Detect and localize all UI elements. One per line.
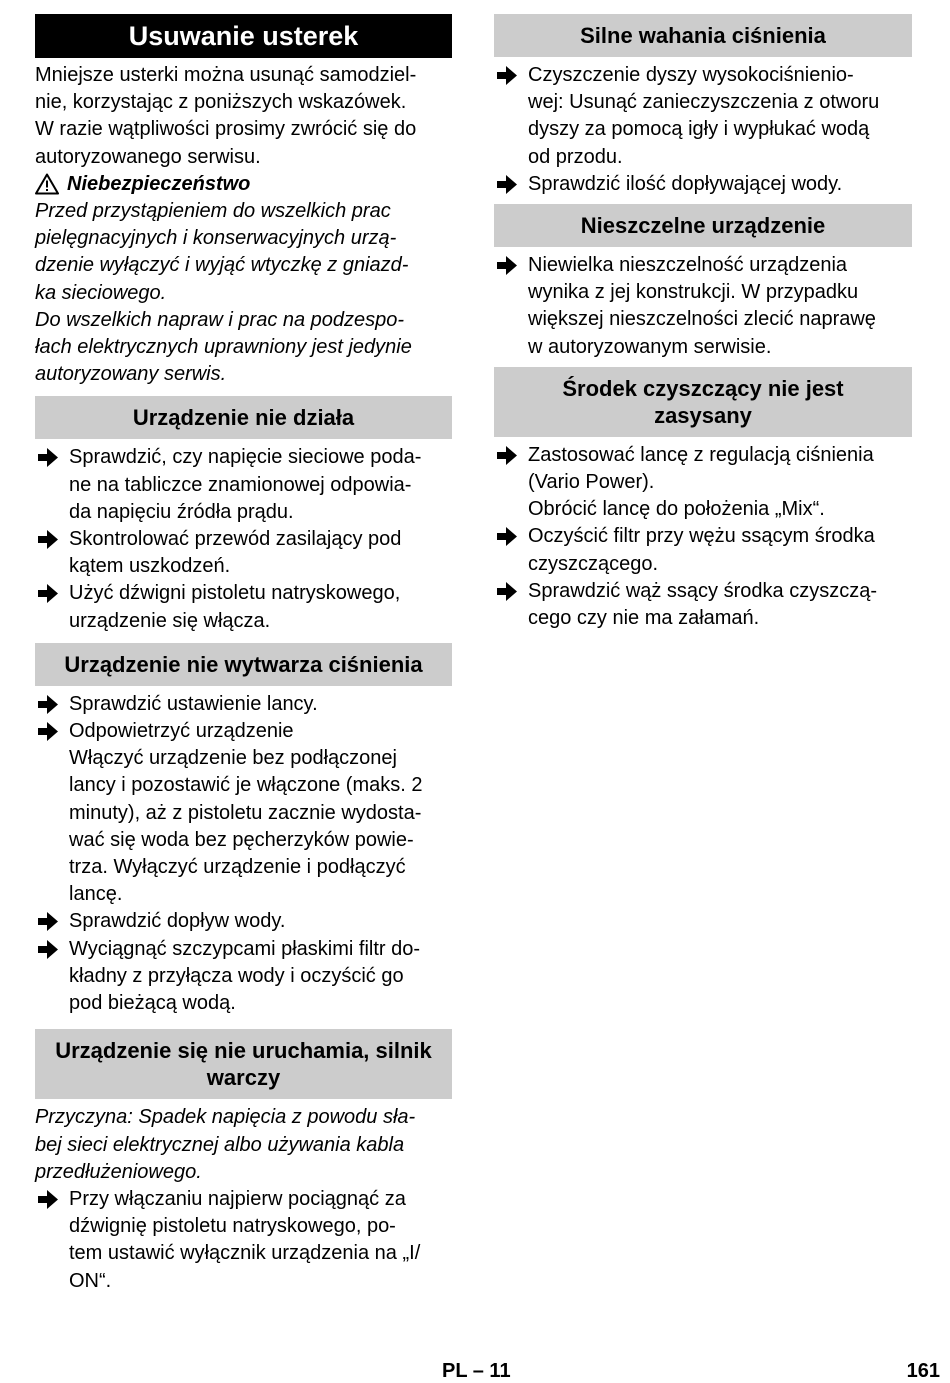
text-line: ON“.	[69, 1269, 112, 1292]
text-line: autoryzowany serwis.	[35, 363, 227, 386]
list-item	[494, 62, 912, 171]
arrow-right-icon	[35, 908, 61, 935]
text-line: kątem uszkodzeń.	[69, 555, 231, 578]
text-line: cego czy nie ma załamań.	[528, 607, 760, 630]
section-heading-no-pressure: Urządzenie nie wytwarza ciśnienia	[35, 643, 452, 686]
text-line: Niewielka nieszczelność urządzenia	[528, 254, 848, 277]
section-heading-detergent-not-sucked	[494, 367, 912, 437]
heading-line: zasysany	[654, 402, 752, 428]
arrow-right-icon	[494, 578, 520, 605]
text-line: w autoryzowanym serwisie.	[528, 335, 772, 358]
text-line: W razie wątpliwości prosimy zwrócić się do	[35, 118, 417, 141]
arrow-right-icon	[494, 442, 520, 469]
text-line: dzenie wyłączyć i wyjąć wtyczkę z gniazd-	[35, 254, 409, 277]
text-line: (Vario Power).	[528, 471, 655, 494]
text-line: Do wszelkich napraw i prac na podzespo-	[35, 308, 405, 331]
section-heading-not-working: Urządzenie nie działa	[35, 396, 452, 439]
text-line: wać się woda bez pęcherzyków powie-	[69, 828, 414, 851]
text-line: Włączyć urządzenie bez podłączonej	[69, 747, 397, 770]
text-line: pod bieżącą wodą.	[69, 992, 236, 1015]
section-leaking-device-list	[494, 252, 912, 361]
section-heading-motor-hums	[35, 1029, 452, 1099]
text-line: nie, korzystając z poniższych wskazówek.	[35, 91, 407, 114]
danger-label: Niebezpieczeństwo	[67, 172, 251, 195]
footer-page-number: 161	[906, 1360, 940, 1382]
list-item	[494, 171, 912, 198]
list-item	[35, 908, 452, 935]
arrow-right-icon	[494, 171, 520, 198]
section-heading-pressure-fluctuations: Silne wahania ciśnienia	[494, 14, 912, 57]
text-line: Oczyścić filtr przy wężu ssącym środka	[528, 525, 875, 548]
heading-line: Urządzenie się nie uruchamia, silnik	[55, 1038, 432, 1064]
text-line: da napięciu źródła prądu.	[69, 500, 294, 523]
cause-text	[35, 1104, 452, 1186]
text-line: bej sieci elektrycznej albo używania kabla	[35, 1133, 405, 1156]
section-no-pressure-list	[35, 691, 452, 1017]
footer-language-page: PL – 11	[442, 1360, 511, 1382]
arrow-right-icon	[35, 444, 61, 471]
text-line: od przodu.	[528, 145, 623, 168]
text-line: kładny z przyłącza wody i oczyścić go	[69, 964, 404, 987]
heading-line: Środek czyszczący nie jest	[562, 375, 844, 401]
list-item	[35, 936, 452, 1018]
list-item	[35, 1186, 452, 1295]
section-motor-hums-list	[35, 1186, 452, 1295]
text-line: lancę.	[69, 883, 123, 906]
text-line: Przed przystąpieniem do wszelkich prac	[35, 200, 391, 223]
text-line: dźwignię pistoletu natryskowego, po-	[69, 1215, 396, 1238]
text-line: ka sieciowego.	[35, 281, 167, 304]
arrow-right-icon	[35, 526, 61, 553]
text-line: większej nieszczelności zlecić naprawę	[528, 308, 876, 331]
danger-text	[35, 198, 452, 388]
text-line: łach elektrycznych uprawniony jest jedynie	[35, 336, 412, 359]
text-line: czyszczącego.	[528, 552, 659, 575]
text-line: Sprawdzić ilość dopływającej wody.	[528, 172, 843, 195]
list-item	[35, 691, 452, 718]
text-line: Użyć dźwigni pistoletu natryskowego,	[69, 582, 401, 605]
text-line: Przy włączaniu najpierw pociągnąć za	[69, 1187, 406, 1210]
list-item	[35, 580, 452, 634]
list-item	[494, 252, 912, 361]
text-line: Skontrolować przewód zasilający pod	[69, 528, 402, 551]
page-title: Usuwanie usterek	[35, 14, 452, 58]
right-column	[494, 14, 912, 632]
arrow-right-icon	[494, 523, 520, 550]
arrow-right-icon	[35, 718, 61, 745]
arrow-right-icon	[35, 1186, 61, 1213]
list-item	[494, 442, 912, 524]
text-line: Sprawdzić wąż ssący środka czyszczą-	[528, 579, 877, 602]
arrow-right-icon	[35, 580, 61, 607]
text-line: Przyczyna: Spadek napięcia z powodu sła-	[35, 1106, 416, 1129]
list-item	[35, 526, 452, 580]
text-line: Sprawdzić ustawienie lancy.	[69, 692, 318, 715]
text-line: Czyszczenie dyszy wysokociśnienio-	[528, 64, 854, 86]
text-line: urządzenie się włącza.	[69, 609, 271, 632]
text-line: trza. Wyłączyć urządzenie i podłączyć	[69, 856, 406, 879]
list-item	[35, 718, 452, 908]
text-line: lancy i pozostawić je włączone (maks. 2	[69, 774, 423, 797]
text-line: przedłużeniowego.	[35, 1160, 202, 1183]
text-line: wej: Usunąć zanieczyszczenia z otworu	[528, 91, 880, 114]
text-line: Odpowietrzyć urządzenie	[69, 720, 294, 743]
list-item	[494, 578, 912, 632]
list-item	[494, 523, 912, 577]
text-line: Mniejsze usterki można usunąć samodziel-	[35, 64, 417, 86]
intro-paragraph	[35, 62, 452, 171]
text-line: Sprawdzić dopływ wody.	[69, 910, 286, 933]
text-line: pielęgnacyjnych i konserwacyjnych urzą-	[35, 227, 397, 250]
text-line: minuty), aż z pistoletu zacznie wydosta-	[69, 801, 422, 824]
arrow-right-icon	[35, 691, 61, 718]
text-line: tem ustawić wyłącznik urządzenia na „I/	[69, 1242, 421, 1265]
warning-triangle-icon	[35, 173, 59, 195]
danger-heading	[35, 171, 452, 198]
text-line: wynika z jej konstrukcji. W przypadku	[528, 281, 859, 304]
section-detergent-list	[494, 442, 912, 632]
section-pressure-fluctuations-list	[494, 62, 912, 198]
arrow-right-icon	[35, 936, 61, 963]
arrow-right-icon	[494, 62, 520, 89]
text-line: dyszy za pomocą igły i wypłukać wodą	[528, 118, 870, 141]
heading-line: warczy	[206, 1065, 281, 1091]
text-line: Sprawdzić, czy napięcie sieciowe poda-	[69, 446, 422, 469]
text-line: Obrócić lancę do położenia „Mix“.	[528, 498, 825, 521]
text-line: Zastosować lancę z regulacją ciśnienia	[528, 443, 874, 466]
left-column	[35, 14, 452, 1295]
text-line: Wyciągnąć szczypcami płaskimi filtr do-	[69, 937, 421, 960]
section-not-working-list	[35, 444, 452, 634]
text-line: autoryzowanego serwisu.	[35, 145, 261, 168]
text-line: ne na tabliczce znamionowej odpowia-	[69, 473, 412, 496]
section-heading-leaking-device: Nieszczelne urządzenie	[494, 204, 912, 247]
list-item	[35, 444, 452, 526]
arrow-right-icon	[494, 252, 520, 279]
